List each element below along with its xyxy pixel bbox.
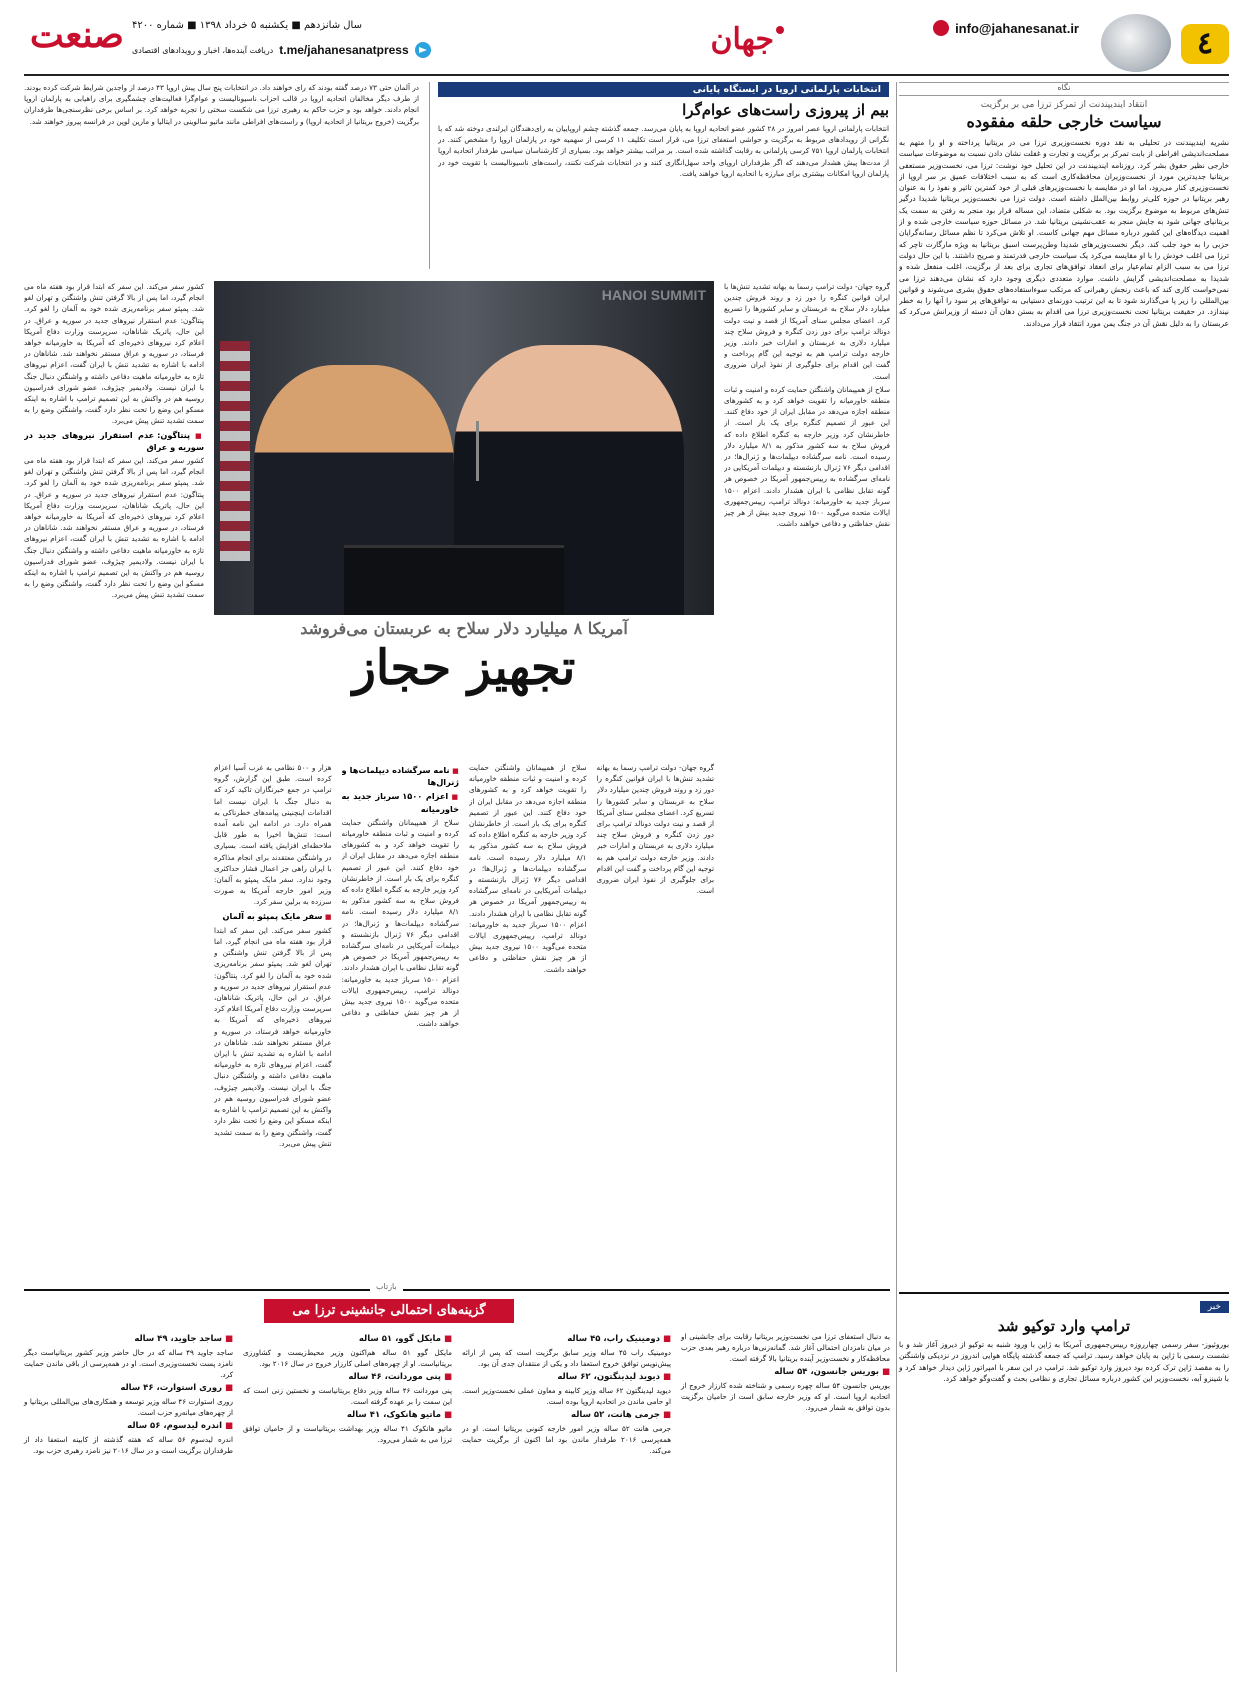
candidate-name: ■ روری استوارت، ۴۶ ساله [24,1383,233,1394]
subhead-letter: ■ نامه سرگشاده دیپلمات‌ها و ژنرال‌ها [342,765,460,788]
article-col-2: سلاح از همپیمانان واشنگتن حمایت کرده و امنیت و ثبات منطقه خاورمیانه را تقویت خواهد کرد و به کشورهای منطقه اجازه می‌دهد در مقابل ایران از خود دفاع کنند. این عبور از تصمیم کنگره برای یک بار است. از خاطرنشان کرد وزیر خارجه به کنگره اطلاع داده که فروش سلاح به سه کشور مذکور به ۸/۱ میلیارد دلار رسیده است. نامه سرگشاده دیپلمات‌ها و ژنرال‌ها؛ در اقدامی دیگر ۷۶ ژنرال بازنشسته و دیپلمات آمریکایی در نامه‌ای سرگشاده به رییس‌جمهور آمریکا در خصوص هر گونه تقابل نظامی با ایران هشدار دادند. اعزام ۱۵۰۰ سرباز جدید به خاورمیانه: دونالد ترامپ، رییس‌جمهوری ایالات متحده می‌گوید ۱۵۰۰ نیروی جدید بیش از هر چیز نقش حفاظتی و دفاعی خواهند داشت. [469,763,587,974]
globe-icon [1101,14,1171,72]
candidates-col-2: ■ دومینیک راب، ۴۵ ساله دومینیک راب ۴۵ ساله وزیر سابق برگزیت است که پس از ارائه پیش‌نویس توافق خروج استعفا داد و یکی از منتقدان جدی آن بود. ■ دیوید لیدینگتون، ۶۲ ساله دیوید لیدینگتون ۶۲ ساله وزیر کابینه و معاون عملی نخست‌وزیر است. او حامی ماندن در اتحادیه اروپا بوده است. ■ جرمی هانت، ۵۲ ساله جرمی هانت ۵۲ ساله وزیر امور خارجه کنونی بریتانیا است. او در همه‌پرسی ۲۰۱۶ طرفدار ماندن بود اما اکنون از برگزیت حمایت می‌کند. [462,1331,671,1672]
photo-sign: HANOI SUMMIT [601,287,706,303]
article-col-3: ■ نامه سرگشاده دیپلمات‌ها و ژنرال‌ها ■ اعزام ۱۵۰۰ سرباز جدید به خاورمیانه سلاح از همپیمانان واشنگتن حمایت کرده و امنیت و ثبات منطقه خاورمیانه را تقویت خواهد کرد و به کشورهای منطقه اجازه می‌دهد در مقابل ایران از خود دفاع کنند. این عبور از تصمیم کنگره برای یک بار است. از خاطرنشان کرد وزیر خارجه به کنگره اطلاع داده که فروش سلاح به سه کشور مذکور به ۸/۱ میلیارد دلار رسیده است. نامه سرگشاده دیپلمات‌ها و ژنرال‌ها؛ در اقدامی دیگر ۷۶ ژنرال بازنشسته و دیپلمات آمریکایی در نامه‌ای سرگشاده به رییس‌جمهور آمریکا در خصوص هر گونه تقابل نظامی با ایران هشدار دادند. اعزام ۱۵۰۰ سرباز جدید به خاورمیانه: دونالد ترامپ، رییس‌جمهوری ایالات متحده می‌گوید ۱۵۰۰ نیروی جدید بیش از هر چیز نقش حفاظتی و دفاعی خواهند داشت. [342,762,460,1282]
main-title: تجهیز حجاز [352,640,576,696]
right-title: سیاست خارجی حلقه مفقوده [966,112,1162,131]
candidate-name: ■ ساجد جاوید، ۴۹ ساله [24,1334,233,1345]
issue-line: سال شانزدهم ■ یکشنبه ۵ خرداد ۱۳۹۸ ■ شماره ۴۲۰۰ [132,20,362,31]
candidate-name: ■ پنی موردانت، ۴۶ ساله [243,1372,452,1383]
lead-column [724,281,890,1285]
candidate-name: ■ بوریس جانسون، ۵۴ ساله [681,1367,890,1378]
candidate-name: ■ جرمی هانت، ۵۲ ساله [462,1410,671,1421]
right-body: نشریه ایندیپندنت در تحلیلی به نقد دوره نخست‌وزیری ترزا می در بریتانیا پرداخته و او را متهم به مصلحت‌اندیشی افراطی از بابت تمرکز بر برگزیت و تجارت و غفلت نشان دادن نسبت به موضوعات سیاست خارجی نظیر حقوق بشر کرد. روزنامه ایندیپندنت در این تحلیل خود نوشت: ترزا می، نخست‌وزیر مستعفی بریتانیا جدیدترین مورد از نخست‌وزیران محافظه‌کاری است که به سبب اختلافات عمیق بر سر اروپا از نخست‌وزیری کنار می‌رود، اما او در مقایسه با نخست‌وزیرهای قبلی از خود کمترین تاثیر و نفوذ را به عنوان رهبر بریتانیا در حوزه کلی‌تر روابط بین‌الملل داشته است. دولت ترزا می نخست‌وزیر بریتانیا شدیدا درگیر تنش‌های مربوط به موضوع برگزیت بود. به شکلی متضاد، این مساله قرار بود منجر به رفتن به سمت یک بریتانیای جهانی شود به جایش منجر به عقب‌نشینی بریتانیا شد. در مسائل حوزه سیاست خارجی شده و از اهمیت دیدگاه‌های این کشور درباره مسائل مهم جهانی کاست. او تلاش می‌کرد تا نظم مسائل رسانه‌گرایان حزبی را به خود جلب کند. دیگر نخست‌وزیرهای شدیدا وطن‌پرست اسبق بریتانیا به ویژه مارگارت تاچر که ترزا می اغلب خودش را با او مقایسه می‌کرد یک سیاست خارجی قدرتمند و صریح داشتند. با این حال دولت ترزا می به سبب الزام تمام‌عیار برای انعقاد توافق‌های تجاری برای بعد از برگزیت، اغلب منفعل شده و شدیدا به مصلحت‌اندیشی گرایش داشت. موارد متعددی دیگری وجود دارد که نشان می‌دهند ترزا می نمی‌خواست کاری کند که باعث رنجش رهبرانی که مرتکب سوءاستفاده‌های حقوق بشری می‌شوند و قوانین بین‌المللی را زیر پا می‌گذارند شود تا به این ترتیب دورنمای دستیابی به توافق‌های پر سود را آنها را به خطر نیندازد. در حقیقت بریتانیا تحت نخست‌وزیری ترزا می اقدام به بستن دهان آن دسته از وزیرانش می‌کرد که عربستان را به دلیل نقش آن در جنگ یمن مورد انتقاد قرار می‌دادند. [899,138,1229,328]
telegram-icon [415,42,431,58]
candidates-box [24,1282,890,1672]
eu-side-text: در آلمان حتی ۷۳ درصد گفته بودند که رای خواهند داد. در انتخابات پنج سال پیش اروپا ۴۳ درصد از واجدین شرایط شرکت کرده بودند. از طرف دیگر مخالفان اتحادیه اروپا در قالب احزاب ناسیونالیست و عوام‌گرا فعالیت‌های چشمگیری برای راهیابی به پارلمان اروپا انجام دادند. خواهد بود و حزب حاکم به رهبری ترزا می شکست سختی را تجربه خواهد کرد. بر اساس برخی نظرسنجی‌ها طرفداران برگزیت (خروج بریتانیا از اتحادیه اروپا) و راست‌های افراطی مانند ماتیو سالوینی در ایتالیا و مارین لوپن در فرانسه پیروز خواهند شد. [24,83,419,126]
main-kicker: آمریکا ۸ میلیارد دلار سلاح به عربستان می‌فروشد [300,619,628,638]
candidate-name: ■ مایکل گوو، ۵۱ ساله [243,1334,452,1345]
email-icon [933,20,949,36]
headline-block [214,619,714,754]
candidate-name: ■ دیوید لیدینگتون، ۶۲ ساله [462,1372,671,1383]
candidates-col-4: ■ ساجد جاوید، ۴۹ ساله ساجد جاوید ۴۹ ساله که در حال حاضر وزیر کشور بریتانیاست دیگر نامزد پست نخست‌وزیری است. او در همه‌پرسی از باقی ماندن حمایت کرد. ■ روری استوارت، ۴۶ ساله روری استوارت ۴۶ ساله وزیر توسعه و همکاری‌های بین‌المللی بریتانیا و از چهره‌های میانه‌رو حزب است. ■ اندره لیدسوم، ۵۶ ساله اندره لیدسوم ۵۶ ساله که هفته گذشته از کابینه استعفا داد از طرفداران برگزیت است و در سال ۲۰۱۶ نیز نامزد رهبری حزب بود. [24,1331,233,1672]
telegram-line[interactable] [132,42,431,58]
article-lower-text [214,762,714,1285]
microphone [476,421,479,481]
left-text-column [24,281,204,1285]
news-title: ترامپ وارد توکیو شد [997,1317,1131,1335]
page-number: ٤ [1181,24,1229,64]
subhead-pentagon: ■ پنتاگون: عدم استقرار نیروهای جدید در سوریه و عراق [24,430,204,453]
brand-logo: صنعت [29,14,124,56]
email-address[interactable]: info@jahanesanat.ir [955,20,1079,36]
column-divider [896,82,897,1672]
masthead [24,14,1229,76]
right-column [899,82,1229,1672]
eu-election-box [429,82,889,269]
brand-box [24,14,544,72]
us-flag [220,341,250,561]
article-left-text: کشور سفر می‌کند. این سفر که ابتدا قرار بود هفته ماه می انجام گیرد، اما پس از بالا گرفتن تنش واشنگتن و تهران لغو شد. پمپئو سفر برنامه‌ریزی شده خود به آلمان را لغو کرد. پنتاگون: عدم استقرار نیروهای جدید در سوریه و عراق. در این حال، پاتریک شاناهان، سرپرست وزارت دفاع آمریکا اعلام کرد نیروهای ذخیره‌ای که آمریکا به خاورمیانه خواهد فرستاد، در سوریه و عراق مستقر نخواهند شد. شاناهان در ادامه با اشاره به تشدید تنش با ایران گفت، اعزام نیروهای تازه به خاورمیانه ماهیت دفاعی داشته و واشنگتن دنبال جنگ با ایران نیست. ولادیمیر چیژوف، عضو شورای فدراسیون روسیه هم در واکنش به این تصمیم ترامپ با اشاره به اینکه مسکو این وضع را تحت نظر دارد گفت، واشنگتن وضع را به سمت تشدید تنش پیش می‌برد. ■ پنتاگون: عدم استقرار نیروهای جدید در سوریه و عراق کشور سفر می‌کند. این سفر که ابتدا قرار بود هفته ماه می انجام گیرد، اما پس از بالا گرفتن تنش واشنگتن و تهران لغو شد. پمپئو سفر برنامه‌ریزی شده خود به آلمان را لغو کرد. پنتاگون: عدم استقرار نیروهای جدید در سوریه و عراق. در این حال، پاتریک شاناهان، سرپرست وزارت دفاع آمریکا اعلام کرد نیروهای ذخیره‌ای که آمریکا به خاورمیانه خواهد فرستاد، در سوریه و عراق مستقر نخواهند شد. شاناهان در ادامه با اشاره به تشدید تنش با ایران گفت، اعزام نیروهای تازه به خاورمیانه ماهیت دفاعی داشته و واشنگتن دنبال جنگ با ایران نیست. ولادیمیر چیژوف، عضو شورای فدراسیون روسیه هم در واکنش به این تصمیم ترامپ با اشاره به اینکه مسکو این وضع را تحت نظر دارد گفت، واشنگتن وضع را به سمت تشدید تنش پیش می‌برد. [24,281,204,1281]
article-col-1: گروه جهان- دولت ترامپ رسما به بهانه تشدید تنش‌ها با ایران قوانین کنگره را دور زد و روند فروش چندین میلیارد دلار سلاح به عربستان و سایر کشورها را تسریع کرد. اعضای مجلس سنای آمریکا از قصد و نیت دولت دونالد ترامپ برای دور زدن کنگره و فروش سلاح چند میلیارد دلاری به عربستان و امارات خبر دادند. وزیر خارجه دولت ترامپ هم به توجیه این گام پرداخت و گفت این اقدام برای جلوگیری از نفوذ ایران ضروری است. [596,763,714,896]
candidate-name: ■ دومینیک راب، ۴۵ ساله [462,1334,671,1345]
email-block [933,20,1079,36]
news-body: بوروئیوز- سفر رسمی چهارروزه رییس‌جمهوری آمریکا به ژاپن با ورود شنبه به توکیو از دیروز آغاز شد و با نشست رسمی با ژاپن به پایان خواهد رسید. ترامپ که جمعه گذشته پایگاه هوایی اندروز در نزدیکی واشنگتن را به مقصد ژاپن ترک کرده بود دیروز وارد توکیو شد. ترامپ در این سفر با امپراتور ژاپن دیدار خواهد کرد و با شینزو آبه، نخست‌وزیر این کشور درباره مسائل تجاری و نظامی بحث و گفت‌وگو خواهد کرد. [899,1340,1229,1383]
right-kicker-bar: نگاه [899,82,1229,96]
subhead-troops: ■ اعزام ۱۵۰۰ سرباز جدید به خاورمیانه [342,791,460,814]
subhead-pompeo: ■ سفر مایک پمپئو به آلمان [214,911,332,923]
candidates-col-3: ■ مایکل گوو، ۵۱ ساله مایکل گوو ۵۱ ساله هم‌اکنون وزیر محیط‌زیست و کشاورزی بریتانیاست. او از چهره‌های اصلی کارزار خروج در سال ۲۰۱۶ بود. ■ پنی موردانت، ۴۶ ساله پنی موردانت ۴۶ ساله وزیر دفاع بریتانیاست و نخستین زنی است که این سمت را بر عهده گرفته است. ■ ماتیو هانکوک، ۴۱ ساله ماتیو هانکوک ۴۱ ساله وزیر بهداشت بریتانیاست و از حامیان توافق ترزا می به شمار می‌رود. [243,1331,452,1672]
eu-title: بیم از پیروزی راست‌های عوام‌گرا [682,101,889,119]
eu-body: انتخابات پارلمانی اروپا عصر امروز در ۲۸ کشور عضو اتحادیه اروپا به پایان می‌رسد. جمعه گذشته چشم اروپاییان به رای‌دهندگان ایرلندی دوخته شد که با نگرانی از رویدادهای مربوط به برگزیت و حواشی استعفای ترزا می، قرار است تکلیف ۱۱ کرسی از سهمیه خود در پارلمان اروپا را مشخص کنند. در انتخابات پارلمان اروپا ۷۵۱ کرسی پارلمانی به رقابت گذاشته شده است. بر مراتب بیشتر خواهد بود. بسیاری از کارشناسان سیاسی طرفدار اتحادیه اروپا از مدت‌ها پیش هشدار می‌دهند که اگر طرفداران اروپای واحد سهل‌انگاری کنند و در انتخابات شرکت نکنند، راست‌های ناسیونالیست با تقویت خود در پارلمان اروپا امکانات بیشتری برای مبارزه با اتحادیه اروپا خواهند یافت. [438,124,889,178]
news-brief [899,1292,1229,1672]
article-lead: گروه جهان- دولت ترامپ رسما به بهانه تشدید تنش‌ها با ایران قوانین کنگره را دور زد و روند فروش چندین میلیارد دلار سلاح به عربستان و سایر کشورها را تسریع کرد. اعضای مجلس سنای آمریکا از قصد و نیت دولت دونالد ترامپ برای دور زدن کنگره و فروش سلاح چند میلیارد دلاری به عربستان و امارات خبر دادند. وزیر خارجه دولت ترامپ هم به توجیه این گام پرداخت و گفت این اقدام برای جلوگیری از نفوذ ایران ضروری است. سلاح از همپیمانان واشنگتن حمایت کرده و امنیت و ثبات منطقه خاورمیانه را تقویت خواهد کرد و به کشورهای منطقه اجازه می‌دهد در مقابل ایران از خود دفاع کنند. این عبور از تصمیم کنگره برای یک بار است. از خاطرنشان کرد وزیر خارجه به کنگره اطلاع داده که فروش سلاح به سه کشور مذکور به ۸/۱ میلیارد دلار رسیده است. نامه سرگشاده دیپلمات‌ها و ژنرال‌ها؛ در اقدامی دیگر ۷۶ ژنرال بازنشسته و دیپلمات آمریکایی در نامه‌ای سرگشاده به رییس‌جمهور آمریکا در خصوص هر گونه تقابل نظامی با ایران هشدار دادند. اعزام ۱۵۰۰ سرباز جدید به خاورمیانه: دونالد ترامپ، رییس‌جمهوری ایالات متحده می‌گوید ۱۵۰۰ نیروی جدید بیش از هر چیز نقش حفاظتی و دفاعی خواهند داشت. [724,282,890,529]
candidates-col-1: به دنبال استعفای ترزا می نخست‌وزیر بریتانیا رقابت برای جانشینی او در میان نامزدان احتمالی آغاز شد. گمانه‌زنی‌ها درباره رهبر بعدی حزب محافظه‌کار و نخست‌وزیر آینده بریتانیا بالا گرفته است. ■ بوریس جانسون، ۵۴ ساله بوریس جانسون ۵۴ ساله چهره رسمی و شناخته شده کارزار خروج از اتحادیه اروپا است. او که وزیر خارجه سابق است از حامیان برگزیت بدون توافق به شمار می‌رود. [681,1331,890,1672]
candidates-kicker: بازتاب [370,1282,403,1291]
telegram-caption: دریافت آینده‌ها، اخبار و رویدادهای اقتصادی [132,45,274,55]
news-label: خبر [1200,1301,1229,1313]
right-subtitle: انتقاد ایندیپندنت از تمرکز ترزا می بر برگزیت [980,100,1148,110]
section-title: جهان [710,22,774,57]
eu-kicker: انتخابات پارلمانی اروپا در ایستگاه پایانی [438,82,889,97]
candidates-banner: گزینه‌های احتمالی جانشینی ترزا می [264,1299,514,1323]
candidate-name: ■ ماتیو هانکوک، ۴۱ ساله [243,1410,452,1421]
eu-continued [24,82,419,269]
candidate-name: ■ اندره لیدسوم، ۵۶ ساله [24,1421,233,1432]
telegram-url[interactable]: t.me/jahanesanatpress [279,43,409,57]
article-col-4: هزار و ۵۰۰ نظامی به غرب آسیا اعزام کرده است. طبق این گزارش، گروه ترامپ در جمع خبرنگاران تاکید کرد که به دنبال جنگ با ایران نیست اما اقدامات اینچنینی پیامدهای خطرناکی به همراه دارد. در ادامه این نامه آمده است: تنش‌ها اخیرا به طور قابل ملاحظه‌ای افزایش یافته است. بسیاری در واشنگتن معتقدند برای انجام مذاکره با ایران راهی جز اعمال فشار حداکثری وجود ندارد. سفر مایک پمپئو به آلمان: وزیر امور خارجه آمریکا به صورت سرزده به برلین سفر کرد. ■ سفر مایک پمپئو به آلمان کشور سفر می‌کند. این سفر که ابتدا قرار بود هفته ماه می انجام گیرد، اما پس از بالا گرفتن تنش واشنگتن و تهران لغو شد. پمپئو سفر برنامه‌ریزی شده خود به آلمان را لغو کرد. پنتاگون: عدم استقرار نیروهای جدید در سوریه و عراق. در این حال، پاتریک شاناهان، سرپرست وزارت دفاع آمریکا اعلام کرد نیروهای ذخیره‌ای که آمریکا به خاورمیانه خواهد فرستاد، در سوریه و عراق مستقر نخواهند شد. شاناهان در ادامه با اشاره به تشدید تنش با ایران گفت، اعزام نیروهای تازه به خاورمیانه ماهیت دفاعی داشته و واشنگتن دنبال جنگ با ایران نیست. ولادیمیر چیژوف، عضو شورای فدراسیون روسیه هم در واکنش به این تصمیم ترامپ با اشاره به اینکه مسکو این وضع را تحت نظر دارد گفت، واشنگتن وضع را به سمت تشدید تنش پیش می‌برد. [214,762,332,1282]
podium [344,545,564,615]
article-photo [214,281,714,615]
